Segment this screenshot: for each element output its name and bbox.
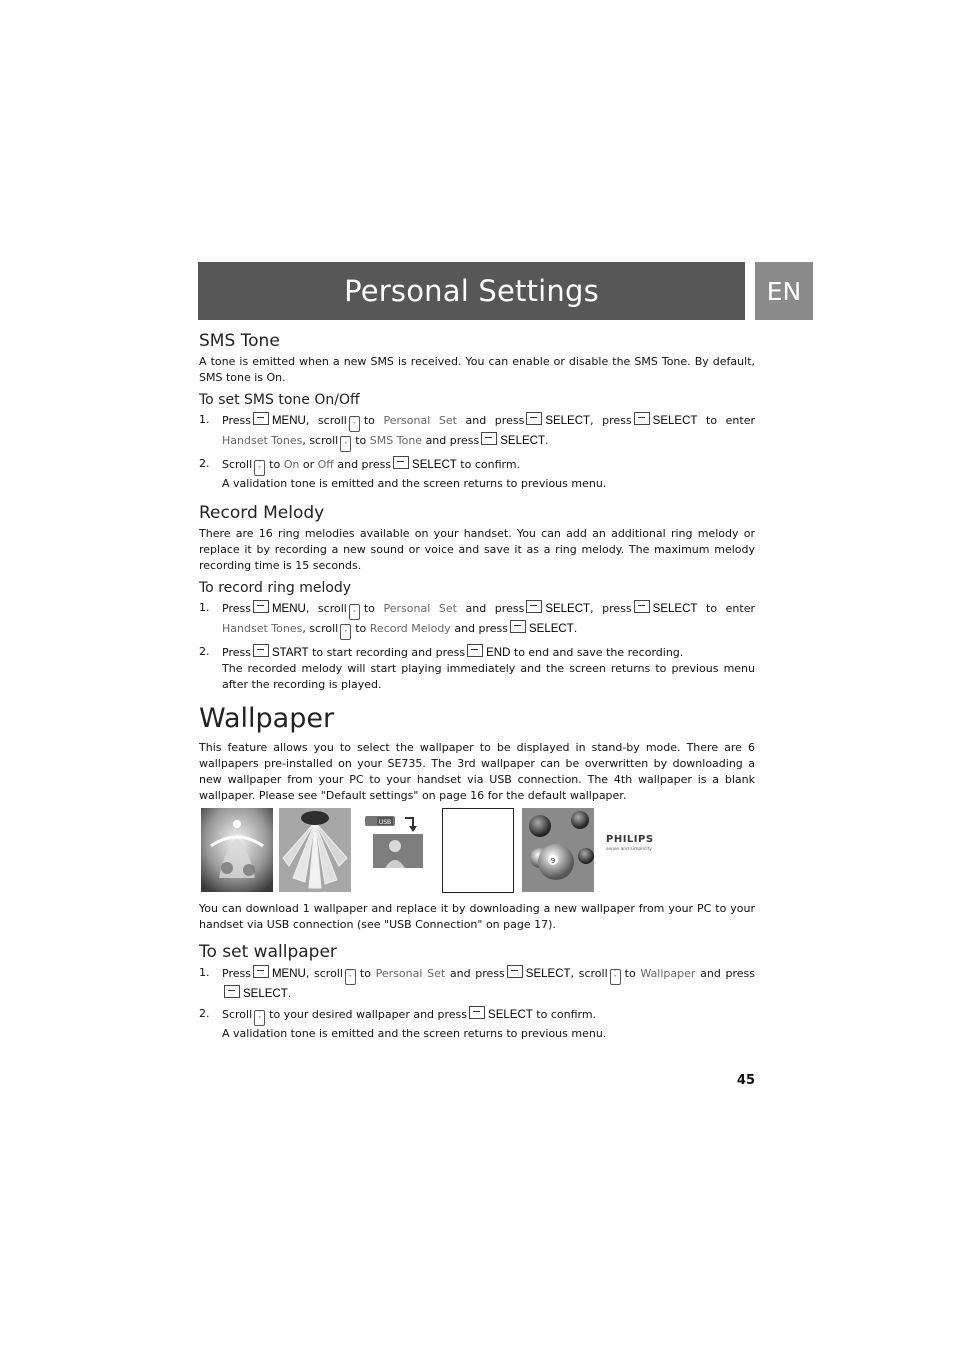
sms-tone-heading: SMS Tone [199,331,280,351]
step-text: Scroll [222,1008,253,1021]
sms-tone-steps [199,412,755,492]
wallpaper-billiard-balls [522,808,594,892]
menu-name: Handset Tones [222,434,303,447]
step-text: to enter [706,602,755,615]
softkey-left-icon [526,412,542,425]
softkey-left-icon [634,600,650,613]
softkey-right-icon [467,644,483,657]
set-wallpaper-steps [199,965,755,1042]
sms-tone-subheading: To set SMS tone On/Off [199,392,360,408]
record-melody-steps [199,600,755,693]
step-text: , press [590,414,632,427]
ball-number: 9 [550,857,556,865]
wallpaper-philips-logo [606,834,686,853]
softkey-left-icon [510,620,526,633]
step-text: to start recording and press [312,646,466,659]
wallpaper-blank [442,808,514,894]
key-label: SELECT [412,459,457,471]
softkey-left-icon [481,432,497,445]
wallpaper-heading: Wallpaper [199,703,335,734]
key-label: SELECT [525,968,571,980]
usb-label: USB [378,819,392,826]
list-item [199,600,755,640]
key-label: START [271,647,309,659]
scroll-key-icon: ˄ ˅ [254,1010,265,1026]
language-tab [755,262,813,320]
key-label: MENU [271,603,306,615]
menu-name: Off [317,458,334,471]
menu-name: Handset Tones [222,622,303,635]
step-text: to confirm. [460,458,521,471]
title-bar [198,262,745,320]
step-number: 1. [199,601,210,614]
menu-name: SMS Tone [369,434,423,447]
step-text: , scroll [305,414,347,427]
step-text: , scroll [570,967,608,980]
language-code: EN [766,276,802,306]
step-text: to [355,622,367,635]
wallpaper-water-splash [201,808,273,892]
sms-tone-intro: A tone is emitted when a new SMS is received. You can enable or disable the SMS Tone. By default, SMS tone is On. [199,355,755,384]
record-melody-heading: Record Melody [199,503,325,523]
scroll-key-icon: ˄ ˅ [340,436,351,452]
softkey-left-icon [507,965,523,978]
scroll-key-icon: ˄ ˅ [345,969,356,985]
menu-name: Personal Set [383,602,457,615]
step-text: to confirm. [536,1008,597,1021]
step-text: , scroll [302,622,339,635]
step-note: A validation tone is emitted and the screen returns to previous menu. [222,477,607,490]
step-text: to [363,414,375,427]
softkey-left-icon [253,600,269,613]
wallpaper-download-note: You can download 1 wallpaper and replace it by downloading a new wallpaper from your PC to your handset via USB connection (see "USB Connection" on page 17). [199,902,755,931]
list-item [199,456,755,492]
content-column [199,326,755,1046]
wallpaper-intro: This feature allows you to select the wallpaper to be displayed in stand-by mode. There are 6 wallpapers pre-installed on your SE735. The 3rd wallpaper can be overwritten by downloading a new wallpaper from your PC to your handset via USB connection. The 4th wallpaper is a blank wallpaper. Please see "Default settings" on page 16 for the default wallpaper. [199,741,755,802]
softkey-left-icon [253,412,269,425]
step-text: . [287,987,292,1000]
step-text: to [269,458,281,471]
step-text: Press [222,414,251,427]
step-text: Press [222,646,251,659]
softkey-left-icon [224,985,240,998]
list-item [199,965,755,1002]
menu-name: Record Melody [369,622,451,635]
step-text: and press [465,414,525,427]
step-text: to [624,967,636,980]
step-text: , scroll [305,602,347,615]
philips-logo-text: PHILIPS [606,834,654,845]
list-item [199,412,755,452]
key-label: SELECT [488,1009,533,1021]
step-number: 2. [199,645,210,658]
wallpaper-usb-download [365,808,427,874]
step-text: and press [465,602,525,615]
step-text: , scroll [305,967,343,980]
step-number: 1. [199,413,210,426]
key-label: SELECT [545,603,591,615]
softkey-left-icon [393,456,409,469]
philips-tagline: sense and simplicity [606,847,652,852]
key-label: SELECT [545,415,591,427]
step-number: 2. [199,1007,210,1020]
page-title: Personal Settings [344,274,599,308]
softkey-left-icon [634,412,650,425]
step-text: Press [222,967,251,980]
key-label: SELECT [652,603,698,615]
step-text: to [359,967,371,980]
key-label: MENU [271,415,306,427]
key-label: MENU [271,968,306,980]
step-text: Scroll [222,458,253,471]
scroll-key-icon: ˄ ˅ [254,460,265,476]
step-text: to [363,602,375,615]
step-text: to end and save the recording. [513,646,684,659]
step-number: 1. [199,966,210,979]
menu-name: Personal Set [383,414,457,427]
scroll-key-icon: ˄ ˅ [610,969,621,985]
step-text: . [573,622,578,635]
step-text: and press [454,622,509,635]
set-wallpaper-heading: To set wallpaper [199,942,337,962]
step-text: or [302,458,315,471]
step-text: , press [590,602,632,615]
key-label: SELECT [652,415,698,427]
step-text: and press [700,967,756,980]
scroll-key-icon: ˄ ˅ [349,604,360,620]
step-text: and press [425,434,480,447]
key-label: END [486,647,511,659]
record-melody-intro: There are 16 ring melodies available on your handset. You can add an additional ring melody or replace it by recording a new sound or voice and save it as a ring melody. The maximum melody recording time is 15 seconds. [199,527,755,572]
step-note: A validation tone is emitted and the screen returns to previous menu. [222,1027,607,1040]
softkey-left-icon [253,965,269,978]
key-label: SELECT [500,435,545,447]
softkey-left-icon [253,644,269,657]
scroll-key-icon: ˄ ˅ [349,416,360,432]
list-item [199,1006,755,1042]
list-item [199,644,755,693]
step-text: . [545,434,549,447]
record-melody-subheading: To record ring melody [199,580,352,596]
menu-name: Personal Set [375,967,446,980]
softkey-left-icon [469,1006,485,1019]
step-text: to your desired wallpaper and press [269,1008,468,1021]
scroll-key-icon: ˄ ˅ [340,624,351,640]
page-number: 45 [736,1073,755,1088]
menu-name: Wallpaper [640,967,696,980]
step-number: 2. [199,457,210,470]
step-text: Press [222,602,251,615]
step-text: to [355,434,367,447]
step-text: to enter [706,414,755,427]
key-label: SELECT [243,988,288,1000]
wallpaper-flower [279,808,351,892]
menu-name: On [283,458,300,471]
step-text: and press [449,967,505,980]
step-text: and press [337,458,392,471]
key-label: SELECT [529,623,574,635]
softkey-left-icon [526,600,542,613]
wallpaper-gallery [199,808,755,898]
step-note: The recorded melody will start playing immediately and the screen returns to previous menu after the recording is played. [222,662,755,691]
step-text: , scroll [302,434,339,447]
